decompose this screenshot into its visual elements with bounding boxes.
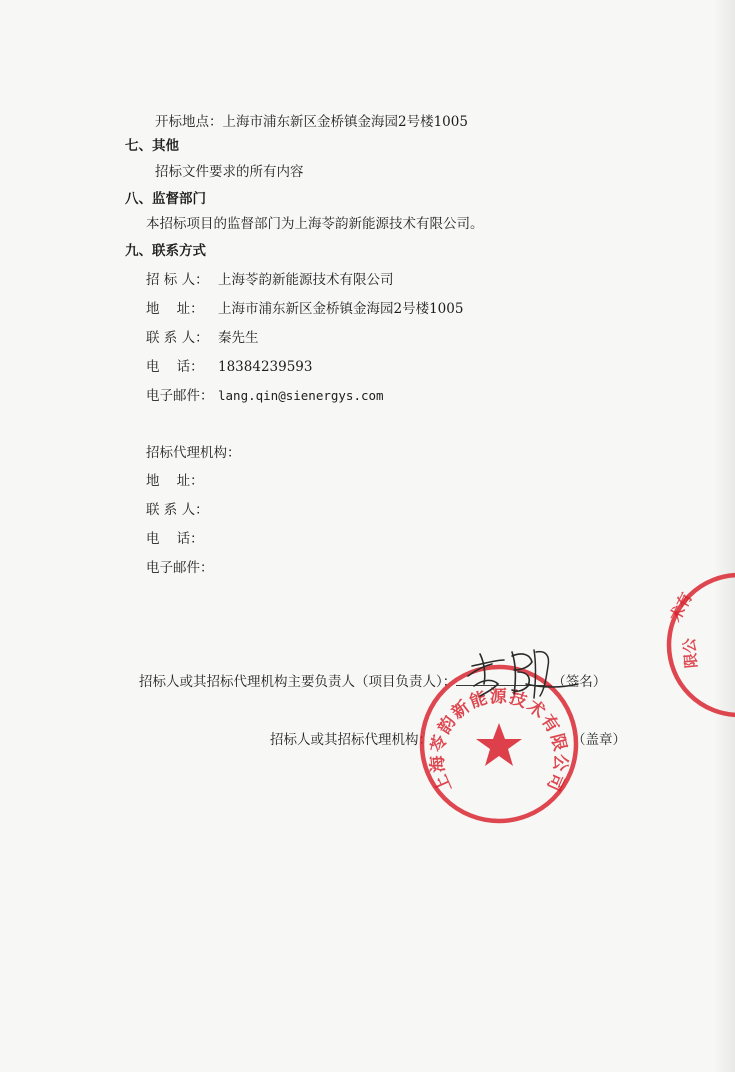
agency-address-label: 地 址： — [146, 473, 204, 489]
agency-email-label: 电子邮件： — [146, 560, 214, 576]
tenderer-row — [146, 271, 394, 289]
address-value: 上海市浦东新区金桥镇金海园2号楼1005 — [218, 301, 464, 317]
contact-value: 秦先生 — [218, 330, 259, 346]
partial-seal-stamp — [664, 572, 735, 718]
open-location: 开标地点：上海市浦东新区金桥镇金海园2号楼1005 — [155, 114, 468, 130]
seal-note: （盖章） — [572, 732, 626, 748]
agency-phone-label: 电 话： — [146, 531, 204, 547]
section-8-body: 本招标项目的监督部门为上海苓韵新能源技术有限公司。 — [146, 216, 484, 232]
contact-row — [146, 329, 259, 347]
email-value: lang.qin@sienergys.com — [218, 388, 384, 403]
contact-label: 联 系 人： — [146, 330, 209, 346]
address-label: 地 址： — [146, 301, 204, 317]
phone-value: 18384239593 — [218, 359, 313, 375]
svg-text:术有: 术有 — [666, 589, 696, 625]
phone-row — [146, 358, 312, 376]
agency-contact-label: 联 系 人： — [146, 502, 209, 518]
phone-label: 电 话： — [146, 359, 204, 375]
handwritten-signature — [462, 640, 582, 702]
principal-text: 招标人或其招标代理机构主要负责人（项目负责人）： — [139, 674, 457, 690]
section-9-heading: 九、联系方式 — [125, 243, 206, 259]
section-7-heading: 七、其他 — [125, 138, 179, 154]
tenderer-value: 上海苓韵新能源技术有限公司 — [218, 272, 394, 288]
svg-text:限公: 限公 — [680, 637, 701, 669]
section-8-heading: 八、监督部门 — [125, 191, 206, 207]
seal-text: 上海苓韵新能源技术有限公司 — [427, 686, 571, 796]
section-7-body: 招标文件要求的所有内容 — [155, 164, 304, 180]
email-row — [146, 387, 384, 405]
tenderer-label: 招 标 人： — [146, 272, 209, 288]
agency-title: 招标代理机构： — [146, 445, 241, 461]
sign-note: （签名） — [552, 674, 607, 690]
address-row — [146, 300, 463, 318]
email-label: 电子邮件： — [146, 388, 214, 404]
org-text: 招标人或其招标代理机构： — [270, 732, 432, 748]
